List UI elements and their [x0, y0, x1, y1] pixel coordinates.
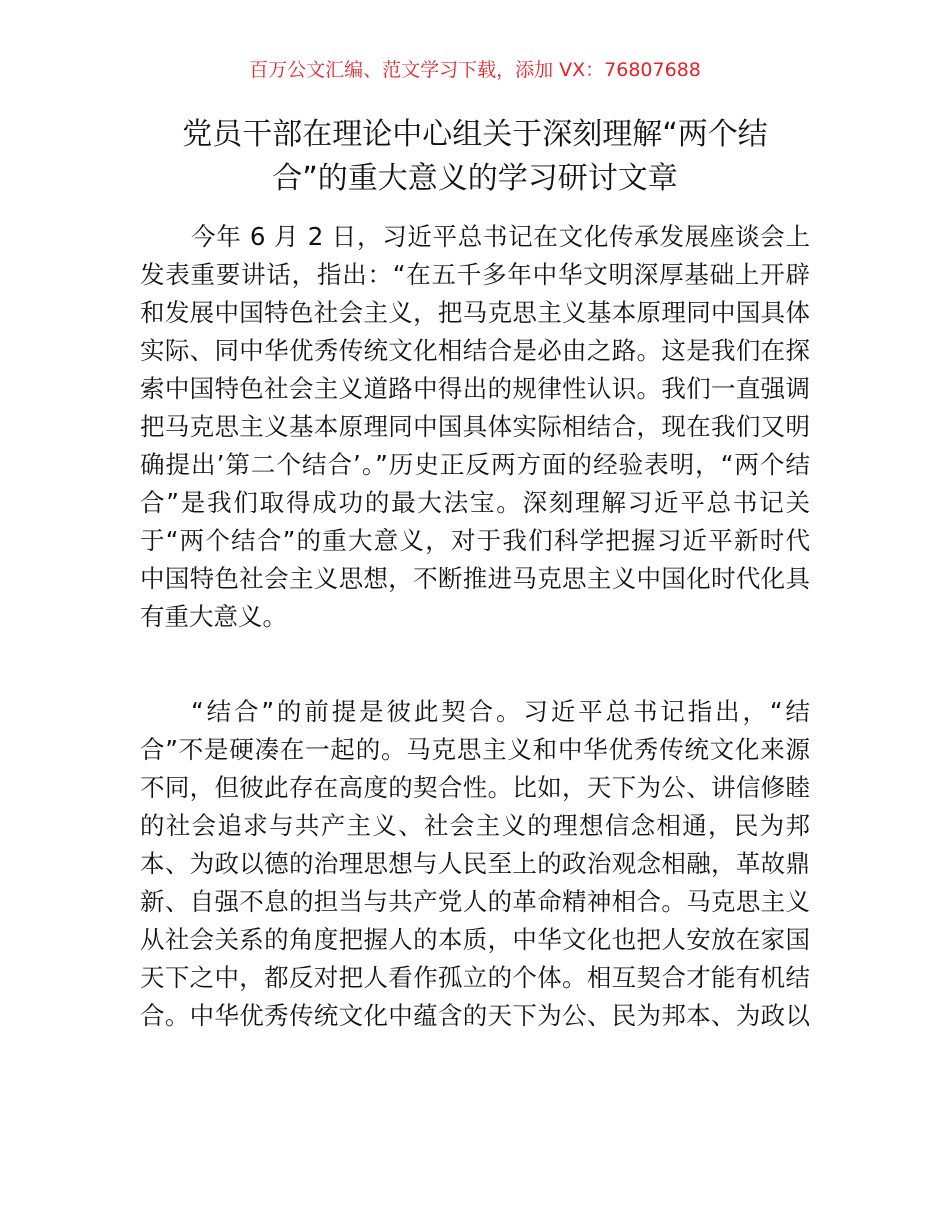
text-line: 于“两个结合”的重大意义，对于我们科学把握习近平新时代	[140, 526, 810, 555]
text-line: 把马克思主义基本原理同中国具体实际相结合，现在我们又明	[140, 412, 810, 441]
text-line: 的社会追求与共产主义、社会主义的理想信念相通，民为邦	[140, 811, 810, 840]
watermark-banner: 百万公文汇编、范文学习下载，添加 VX：76807688	[249, 59, 701, 81]
text-line: 确提出’第二个结合’。”历史正反两方面的经验表明，“两个结	[140, 450, 810, 479]
text-line: 发表重要讲话，指出：“在五千多年中华文明深厚基础上开辟	[140, 260, 810, 289]
text-line: 今年 6 月 2 日，习近平总书记在文化传承发展座谈会上	[191, 222, 810, 251]
text-line: 索中国特色社会主义道路中得出的规律性认识。我们一直强调	[140, 374, 810, 403]
text-line: 天下之中，都反对把人看作孤立的个体。相互契合才能有机结	[140, 963, 810, 992]
text-line: 不同，但彼此存在高度的契合性。比如，天下为公、讲信修睦	[140, 773, 810, 802]
text-line: 合”不是硬凑在一起的。马克思主义和中华优秀传统文化来源	[140, 735, 810, 764]
text-line: 有重大意义。	[140, 602, 287, 631]
text-line: 实际、同中华优秀传统文化相结合是必由之路。这是我们在探	[140, 336, 810, 365]
text-line: 合。中华优秀传统文化中蕴含的天下为公、民为邦本、为政以	[140, 1001, 810, 1030]
document-title	[120, 113, 830, 201]
text-line: “结合”的前提是彼此契合。习近平总书记指出，“结	[191, 697, 810, 726]
title-line: 合”的重大意义的学习研讨文章	[272, 161, 678, 196]
paragraph-2	[140, 693, 810, 1035]
title-line: 党员干部在理论中心组关于深刻理解“两个结	[182, 117, 768, 152]
text-line: 本、为政以德的治理思想与人民至上的政治观念相融，革故鼎	[140, 849, 810, 878]
text-line: 合”是我们取得成功的最大法宝。深刻理解习近平总书记关	[140, 488, 810, 517]
paragraph-1	[140, 218, 810, 636]
text-line: 新、自强不息的担当与共产党人的革命精神相合。马克思主义	[140, 887, 810, 916]
text-line: 中国特色社会主义思想，不断推进马克思主义中国化时代化具	[140, 564, 810, 593]
text-line: 从社会关系的角度把握人的本质，中华文化也把人安放在家国	[140, 925, 810, 954]
text-line: 和发展中国特色社会主义，把马克思主义基本原理同中国具体	[140, 298, 810, 327]
